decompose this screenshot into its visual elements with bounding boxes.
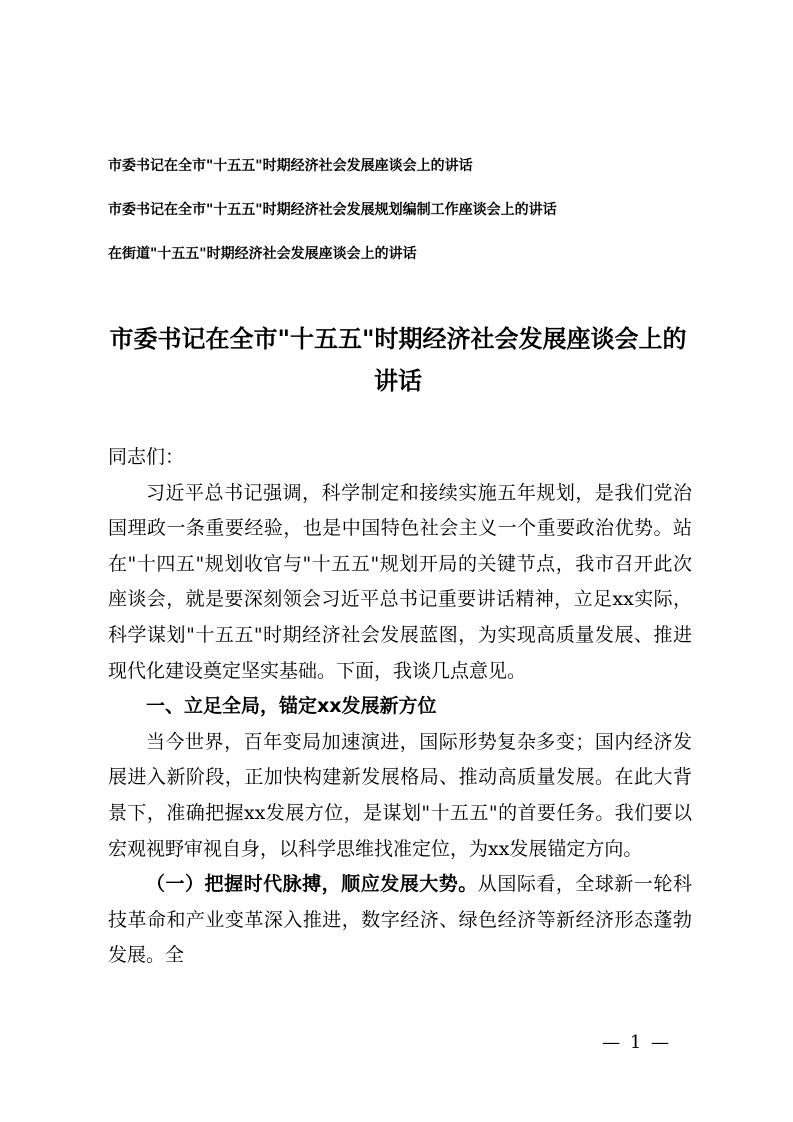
title-line-1: 市委书记在全市"十五五"时期经济社会发展座谈会上的 <box>109 325 687 353</box>
title-line-2: 讲话 <box>374 367 422 395</box>
page-number: — 1 — <box>602 1032 671 1053</box>
paragraph-subsection-1 <box>108 867 692 974</box>
subsection-text: 从国际看，全球新一轮科技革命和产业变革深入推进，数字经济、绿色经济等新经济形态蓬勃发展。全 <box>108 873 692 967</box>
paragraph-intro: 习近平总书记强调，科学制定和接续实施五年规划，是我们党治国理政一条重要经验，也是中国特色社会主义一个重要政治优势。站在"十四五"规划收官与"十五五"规划开局的关键节点，我市召开此次座谈会，就是要深刻领会习近平总书记重要讲话精神，立足xx实际，科学谋划"十五五"时期经济社会发展蓝图，为实现高质量发展、推进现代化建设奠定坚实基础。下面，我谈几点意见。 <box>108 481 692 682</box>
related-article-link[interactable]: 市委书记在全市"十五五"时期经济社会发展规划编制工作座谈会上的讲话 <box>108 202 557 218</box>
subsection-lead: （一）把握时代脉搏，顺应发展大势。 <box>146 873 478 896</box>
related-article-link[interactable]: 市委书记在全市"十五五"时期经济社会发展座谈会上的讲话 <box>108 158 473 174</box>
section-heading-1: 一、立足全局，锚定xx发展新方位 <box>146 695 437 718</box>
paragraph-section-1: 当今世界，百年变局加速演进，国际形势复杂多变；国内经济发展进入新阶段，正加快构建新发展格局、推动高质量发展。在此大背景下，准确把握xx发展方位，是谋划"十五五"的首要任务。我们要以宏观视野审视自身，以科学思维找准定位，为xx发展锚定方向。 <box>108 730 692 860</box>
document-title <box>96 318 700 402</box>
salutation: 同志们： <box>108 446 185 468</box>
document-body <box>108 440 692 974</box>
related-articles-list <box>108 156 708 288</box>
related-article-link[interactable]: 在街道"十五五"时期经济社会发展座谈会上的讲话 <box>108 246 417 262</box>
